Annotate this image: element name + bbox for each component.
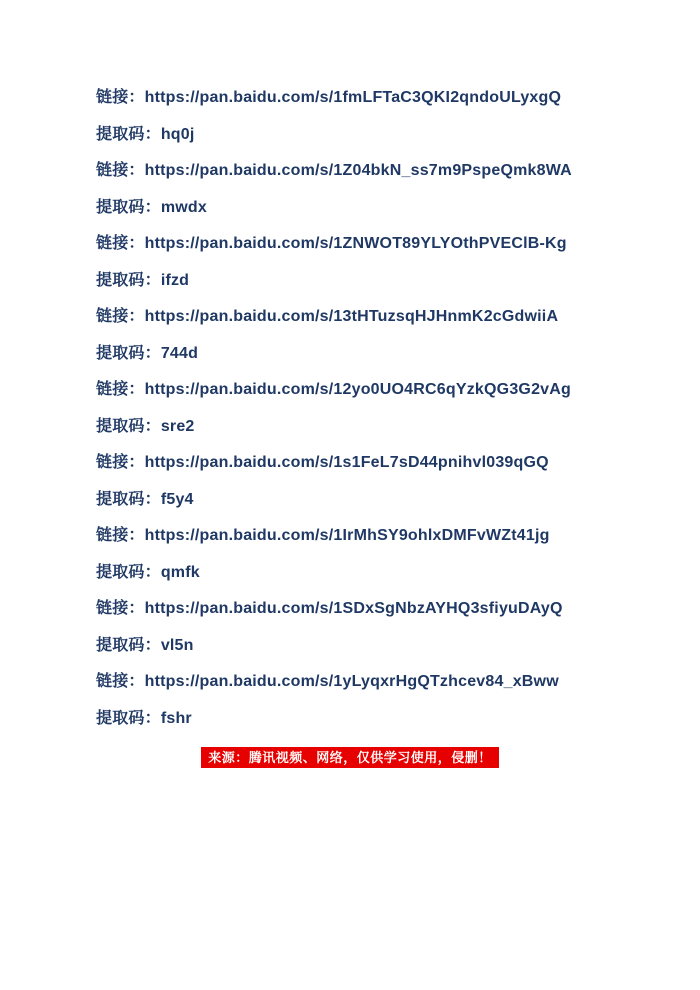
- link-label: 链接：: [96, 162, 145, 179]
- link-url: https://pan.baidu.com/s/1yLyqxrHgQTzhcev84_xBww: [144, 673, 559, 690]
- code-label: 提取码：: [96, 125, 161, 143]
- code-value: hq0j: [160, 125, 195, 143]
- code-line: [96, 492, 660, 508]
- code-line: [96, 638, 660, 654]
- link-url: https://pan.baidu.com/s/1s1FeL7sD44pnihvl039qGQ: [144, 454, 549, 471]
- code-line: [96, 711, 660, 727]
- link-url: https://pan.baidu.com/s/12yo0UO4RC6qYzkQG3G2vAg: [144, 381, 571, 398]
- code-line: [96, 419, 660, 435]
- link-url: https://pan.baidu.com/s/1IrMhSY9ohlxDMFvWZt41jg: [144, 527, 550, 544]
- link-label: 链接：: [96, 673, 145, 690]
- link-line: [96, 674, 660, 690]
- code-line: [96, 346, 660, 362]
- code-line: [96, 127, 660, 143]
- code-value: fshr: [160, 709, 192, 727]
- code-label: 提取码：: [96, 198, 161, 216]
- source-disclaimer-banner: 来源：腾讯视频、网络，仅供学习使用，侵删！: [201, 747, 499, 768]
- link-label: 链接：: [96, 89, 145, 106]
- link-url: https://pan.baidu.com/s/1fmLFTaC3QKI2qndoULyxgQ: [144, 89, 562, 106]
- code-line: [96, 273, 660, 289]
- link-line: [96, 90, 660, 106]
- link-label: 链接：: [96, 454, 145, 471]
- link-label: 链接：: [96, 308, 145, 325]
- footer-row: [0, 747, 700, 768]
- link-line: [96, 382, 660, 398]
- link-url: https://pan.baidu.com/s/13tHTuzsqHJHnmK2cGdwiiA: [144, 308, 559, 325]
- code-value: f5y4: [160, 490, 194, 508]
- code-value: vl5n: [160, 636, 194, 654]
- code-label: 提取码：: [96, 344, 161, 362]
- code-value: ifzd: [160, 271, 190, 289]
- link-line: [96, 601, 660, 617]
- code-line: [96, 200, 660, 216]
- code-label: 提取码：: [96, 271, 161, 289]
- code-label: 提取码：: [96, 490, 161, 508]
- link-line: [96, 236, 660, 252]
- link-label: 链接：: [96, 527, 145, 544]
- code-label: 提取码：: [96, 636, 161, 654]
- link-line: [96, 309, 660, 325]
- code-label: 提取码：: [96, 709, 161, 727]
- link-label: 链接：: [96, 600, 145, 617]
- link-url: https://pan.baidu.com/s/1SDxSgNbzAYHQ3sfiyuDAyQ: [144, 600, 563, 617]
- code-label: 提取码：: [96, 563, 161, 581]
- code-value: mwdx: [160, 198, 207, 216]
- code-value: 744d: [160, 344, 199, 362]
- link-label: 链接：: [96, 235, 145, 252]
- link-url: https://pan.baidu.com/s/1Z04bkN_ss7m9PspeQmk8WA: [144, 162, 572, 179]
- link-line: [96, 455, 660, 471]
- code-value: qmfk: [160, 563, 200, 581]
- code-value: sre2: [160, 417, 195, 435]
- link-url: https://pan.baidu.com/s/1ZNWOT89YLYOthPVEClB-Kg: [144, 235, 567, 252]
- link-line: [96, 528, 660, 544]
- code-line: [96, 565, 660, 581]
- link-label: 链接：: [96, 381, 145, 398]
- link-line: [96, 163, 660, 179]
- code-label: 提取码：: [96, 417, 161, 435]
